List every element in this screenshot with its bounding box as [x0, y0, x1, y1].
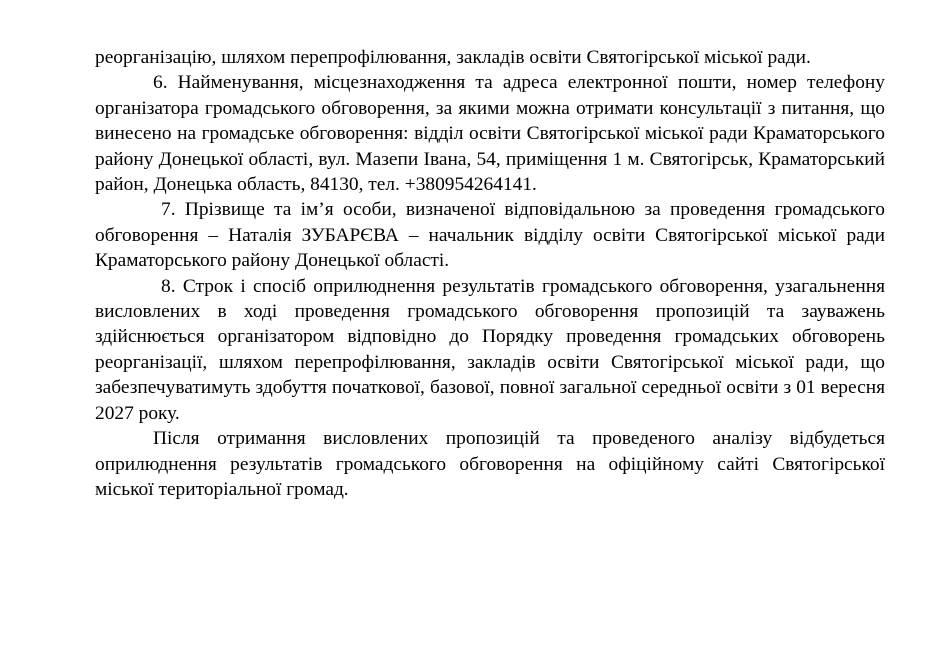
paragraph-item-8: 8. Строк і спосіб оприлюднення результатів громадського обговорення, узагальнення висловлених в ході проведення громадського обговорення пропозицій та зауважень здійснюється організатором відповідно до Порядку проведення громадських обговорень реорганізації, шляхом перепрофілювання, закладів освіти Святогірської міської ради, що забезпечуватимуть здобуття початкової, базової, повної загальної середньої освіти з 01 вересня 2027 року.: [95, 275, 885, 424]
paragraph-item-6: 6. Найменування, місцезнаходження та адреса електронної пошти, номер телефону організатора громадського обговорення, за якими можна отримати консультації з питання, що винесено на громадське обговорення: відділ освіти Святогірської міської ради Краматорського району Донецької області, вул. Мазепи Івана, 54, приміщення 1 м. Святогірськ, Краматорський район, Донецька область, 84130, тел. +380954264141.: [95, 72, 885, 196]
paragraph-closing: Після отримання висловлених пропозицій та проведеного аналізу відбудеться оприлюднення результатів громадського обговорення на офіційному сайті Святогірської міської територіальної громад.: [95, 428, 885, 500]
document-body: [95, 45, 885, 502]
paragraph-item-7: 7. Прізвище та ім’я особи, визначеної відповідальною за проведення громадського обговорення – Наталія ЗУБАРЄВА – начальник відділу освіти Святогірської міської ради Краматорського району Донецької області.: [95, 199, 885, 272]
paragraph-continuation: реорганізацію, шляхом перепрофілювання, закладів освіти Святогірської міської ради.: [95, 47, 811, 68]
